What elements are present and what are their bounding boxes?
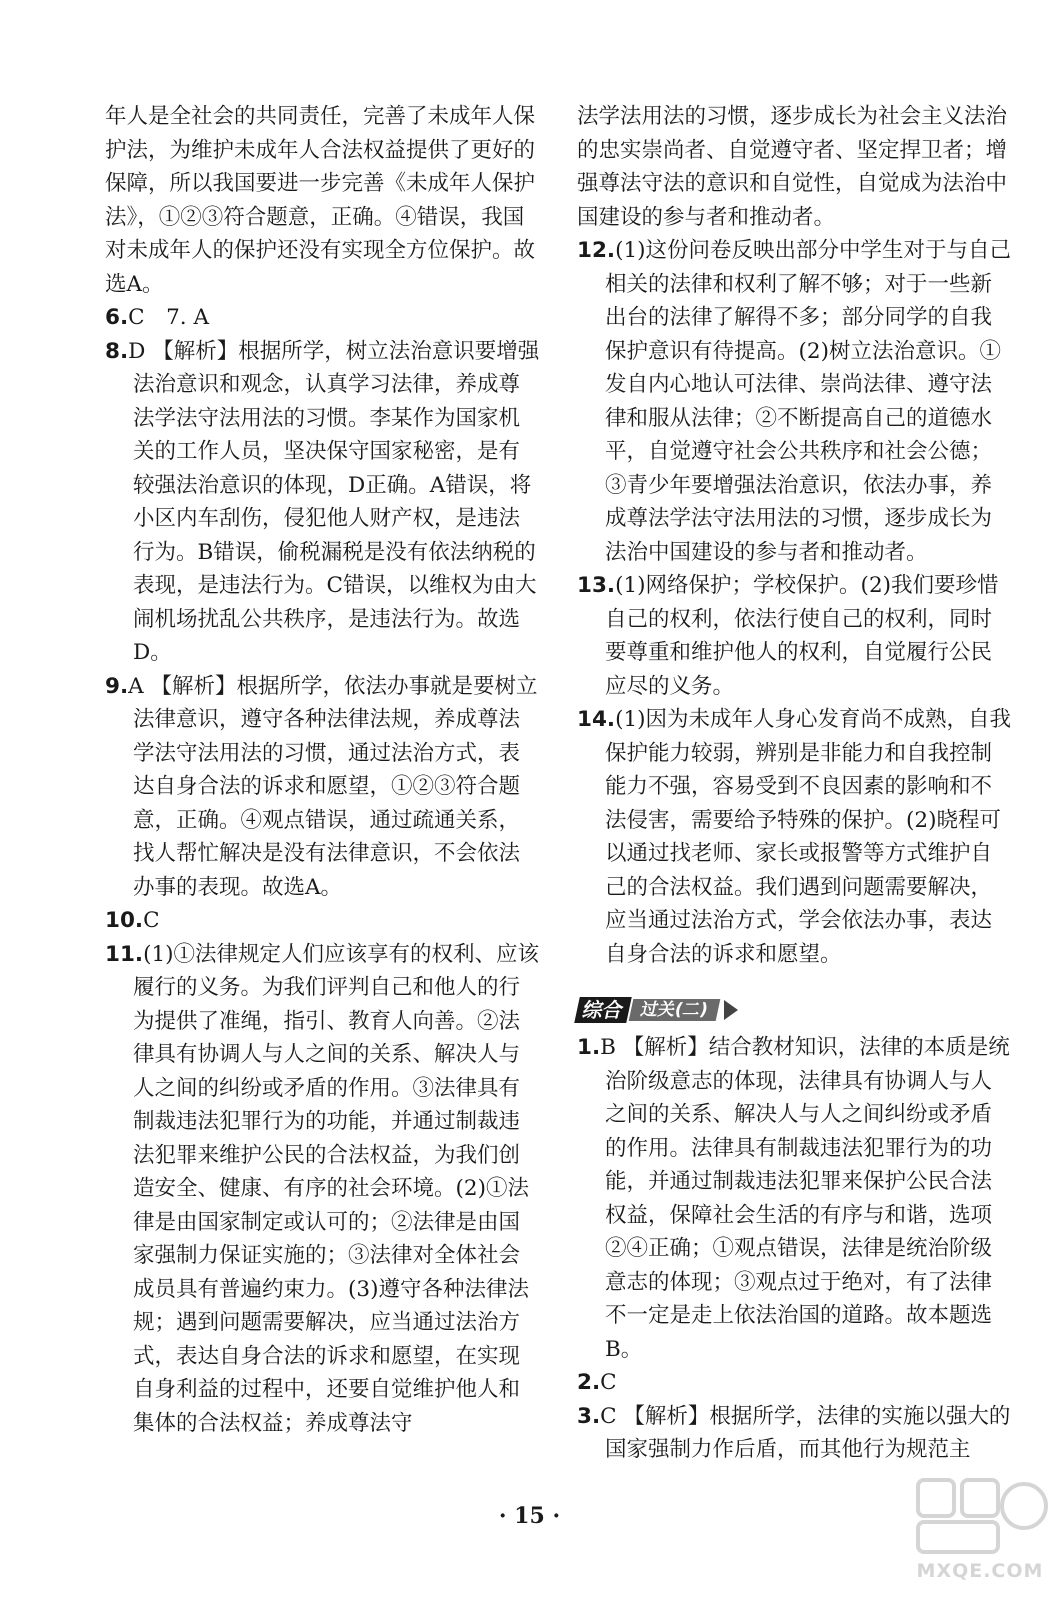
watermark-logo (910, 1470, 1050, 1590)
answer-number: 2. (577, 1370, 601, 1395)
arrow-right-icon (724, 1000, 738, 1020)
answer-text: (1)①法律规定人们应该享有的权利、应该履行的义务。为我们评判自己和他人的行为提供了准绳，指引、教育人向善。②法律具有协调人与人之间的关系、解决人与人之间的纠纷或矛盾的作用。③法律具有制裁违法犯罪行为的功能，并通过制裁违法犯罪来维护公民的合法权益，为我们创造安全、健康、有序的社会环境。(2)①法律是由国家制定或认可的；②法律是由国家强制力保证实施的；③法律对全体社会成员具有普遍约束力。(3)遵守各种法律法规；遇到问题需要解决，应当通过法治方式，表达自身合法的诉求和愿望，在实现自身利益的过程中，还要自觉维护他人和集体的合法权益；养成尊法守 (133, 941, 540, 1436)
answer-14 (577, 703, 1013, 971)
answer-text: (1)网络保护；学校保护。(2)我们要珍惜自己的权利，依法行使自己的权利，同时要尊重和维护他人的权利，自觉履行公民应尽的义务。 (605, 573, 999, 699)
answer-number: 14. (577, 707, 616, 732)
answer-number: 3. (577, 1403, 601, 1429)
answer-text: C (600, 1370, 617, 1395)
page-number: · 15 · (498, 1503, 561, 1529)
left-column (105, 100, 541, 1440)
answer-text: 年人是全社会的共同责任，完善了未成年人保护法，为维护未成年人合法权益提供了更好的保障，所以我国要进一步完善《未成年人保护法》，①②③符合题意，正确。④错误，我国对未成年人的保护还没有实现全方位保护。故选A。 (105, 104, 536, 297)
section-banner (577, 997, 1013, 1023)
answer-number: 13. (577, 573, 616, 598)
right-column (577, 100, 1013, 1467)
answer-s2-2 (577, 1366, 1013, 1400)
answer-9 (105, 670, 541, 905)
watermark-icon (910, 1470, 1050, 1560)
answer-13 (577, 569, 1013, 703)
answer-number: 10. (105, 908, 144, 933)
answer-text: B 【解析】结合教材知识，法律的本质是统治阶级意志的体现，法律具有协调人与人之间的关系、解决人与人之间纠纷或矛盾的作用。法律具有制裁违法犯罪行为的功能，并通过制裁违法犯罪来保护公民合法权益，保障社会生活的有序与和谐，选项②④正确；①观点错误，法律是统治阶级意志的体现；③观点过于绝对，有了法律不一定是走上依法治国的道路。故本题选B。 (600, 1035, 1010, 1362)
answer-text: C 7. A (128, 305, 209, 330)
answer-text: 法学法用法的习惯，逐步成长为社会主义法治的忠实崇尚者、自觉遵守者、坚定捍卫者；增强尊法守法的意识和自觉性，自觉成为法治中国建设的参与者和推动者。 (577, 104, 1008, 230)
answer-12 (577, 234, 1013, 569)
answer-number: 8. (105, 338, 129, 364)
answer-6-7 (105, 301, 541, 335)
answer-text: D 【解析】根据所学，树立法治意识要增强法治意识和观念，认真学习法律，养成尊法学法守法用法的习惯。李某作为国家机关的工作人员，坚决保守国家秘密，是有较强法治意识的体现，D正确。A错误，将小区内车刮伤，侵犯他人财产权，是违法行为。B错误，偷税漏税是没有依法纳税的表现，是违法行为。C错误，以维权为由大闹机场扰乱公共秩序，是违法行为。故选D。 (128, 338, 540, 665)
banner-label-main: 综合 (574, 997, 632, 1023)
answer-s2-1 (577, 1031, 1013, 1366)
answer-8 (105, 335, 541, 670)
answer-number: 9. (105, 673, 129, 699)
answer-text: C (143, 908, 160, 933)
answer-number: 6. (105, 305, 129, 330)
answer-number: 12. (577, 238, 616, 263)
answer-11-continued (577, 100, 1013, 234)
answer-10 (105, 904, 541, 938)
answer-text: C 【解析】根据所学，法律的实施以强大的国家强制力作后盾，而其他行为规范主 (600, 1403, 1011, 1462)
answer-text: (1)这份问卷反映出部分中学生对于与自己相关的法律和权利了解不够；对于一些新出台的法律了解得不多；部分同学的自我保护意识有待提高。(2)树立法治意识。①发自内心地认可法律、崇尚法律、遵守法律和服从法律；②不断提高自己的道德水平，自觉遵守社会公共秩序和社会公德；③青少年要增强法治意识，依法办事，养成尊法学法守法用法的习惯，逐步成长为法治中国建设的参与者和推动者。 (605, 238, 1012, 565)
banner-label-sub: 过关(二) (629, 999, 720, 1021)
answer-5-continued (105, 100, 541, 301)
answer-number: 1. (577, 1035, 601, 1060)
answer-text: (1)因为未成年人身心发育尚不成熟，自我保护能力较弱，辨别是非能力和自我控制能力不强，容易受到不良因素的影响和不法侵害，需要给予特殊的保护。(2)晓程可以通过找老师、家长或报警等方式维护自己的合法权益。我们遇到问题需要解决，应当通过法治方式，学会依法办事，表达自身合法的诉求和愿望。 (605, 707, 1012, 967)
answer-11 (105, 938, 541, 1441)
watermark-text: MXQE.COM (916, 1560, 1044, 1582)
answer-text: A 【解析】根据所学，依法办事就是要树立法律意识，遵守各种法律法规，养成尊法学法守法用法的习惯，通过法治方式，表达自身合法的诉求和愿望，①②③符合题意，正确。④观点错误，通过疏通关系，找人帮忙解决是没有法律意识，不会依法办事的表现。故选A。 (128, 673, 538, 900)
answer-s2-3 (577, 1400, 1013, 1467)
answer-number: 11. (105, 941, 144, 967)
